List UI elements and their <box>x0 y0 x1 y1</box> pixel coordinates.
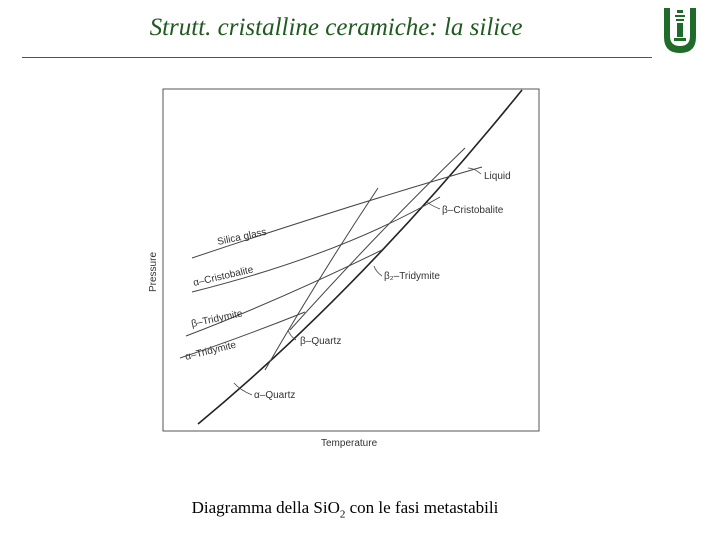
x-axis-label: Temperature <box>321 438 378 449</box>
curve-liquid <box>198 90 522 424</box>
label-silica-glass: Silica glass <box>216 226 268 248</box>
curve-beta-cristobalite <box>290 148 465 330</box>
label-alpha-cristobalite: α–Cristobalite <box>192 264 255 289</box>
label-alpha-quartz: α–Quartz <box>254 390 296 401</box>
leader-beta-cristobalite <box>427 202 440 209</box>
curve-silica-glass <box>192 167 482 258</box>
figure-caption <box>0 498 690 520</box>
caption-suffix: con le fasi metastabili <box>345 498 499 517</box>
label-liquid: Liquid <box>484 171 511 182</box>
page-title: Strutt. cristalline ceramiche: la silice <box>149 14 523 41</box>
leader-beta2-tridymite <box>374 266 382 276</box>
y-axis-label: Pressure <box>148 251 159 292</box>
label-beta-quartz: β–Quartz <box>300 336 342 347</box>
label-beta-tridymite: β–Tridymite <box>190 308 244 330</box>
label-beta-cristobalite: β–Cristobalite <box>442 205 504 216</box>
label-beta2-tridymite: β₂–Tridymite <box>384 271 440 282</box>
caption-prefix: Diagramma della SiO <box>191 498 340 517</box>
label-alpha-tridymite: α–Tridymite <box>184 339 238 363</box>
caption-subscript: 2 <box>339 508 346 521</box>
plot-frame <box>163 89 539 431</box>
